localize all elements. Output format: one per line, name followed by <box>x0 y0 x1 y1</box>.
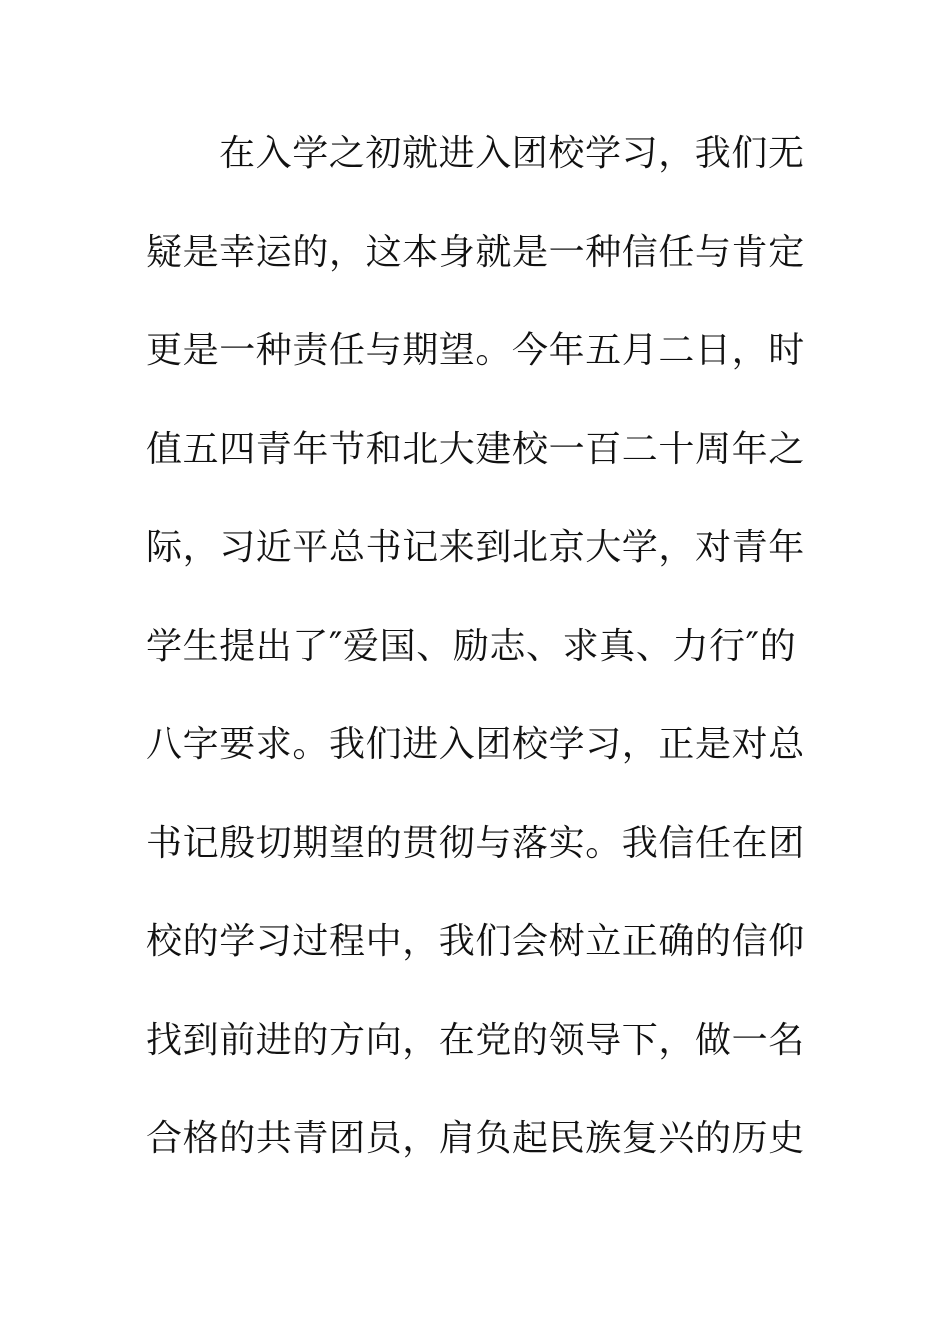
text-line: 找到前进的方向，在党的领导下，做一名 <box>146 1019 805 1061</box>
text-line: 际，习近平总书记来到北京大学，对青年 <box>146 527 805 568</box>
text-line: 疑是幸运的，这本身就是一种信任与肯定 <box>146 231 805 273</box>
text-line: 合格的共青团员，肩负起民族复兴的历史 <box>146 1118 805 1159</box>
text-line: 学生提出了″爱国、励志、求真、力行″的 <box>146 625 797 667</box>
text-line: 在入学之初就进入团校学习，我们无 <box>219 133 805 174</box>
body-paragraph <box>146 125 806 1209</box>
text-line: 值五四青年节和北大建校一百二十周年之 <box>146 428 805 470</box>
text-line: 书记殷切期望的贯彻与落实。我信任在团 <box>146 822 805 864</box>
text-line: 校的学习过程中，我们会树立正确的信仰 <box>146 921 805 962</box>
text-line: 八字要求。我们进入团校学习，正是对总 <box>146 724 805 765</box>
text-line: 更是一种责任与期望。今年五月二日，时 <box>146 330 805 371</box>
